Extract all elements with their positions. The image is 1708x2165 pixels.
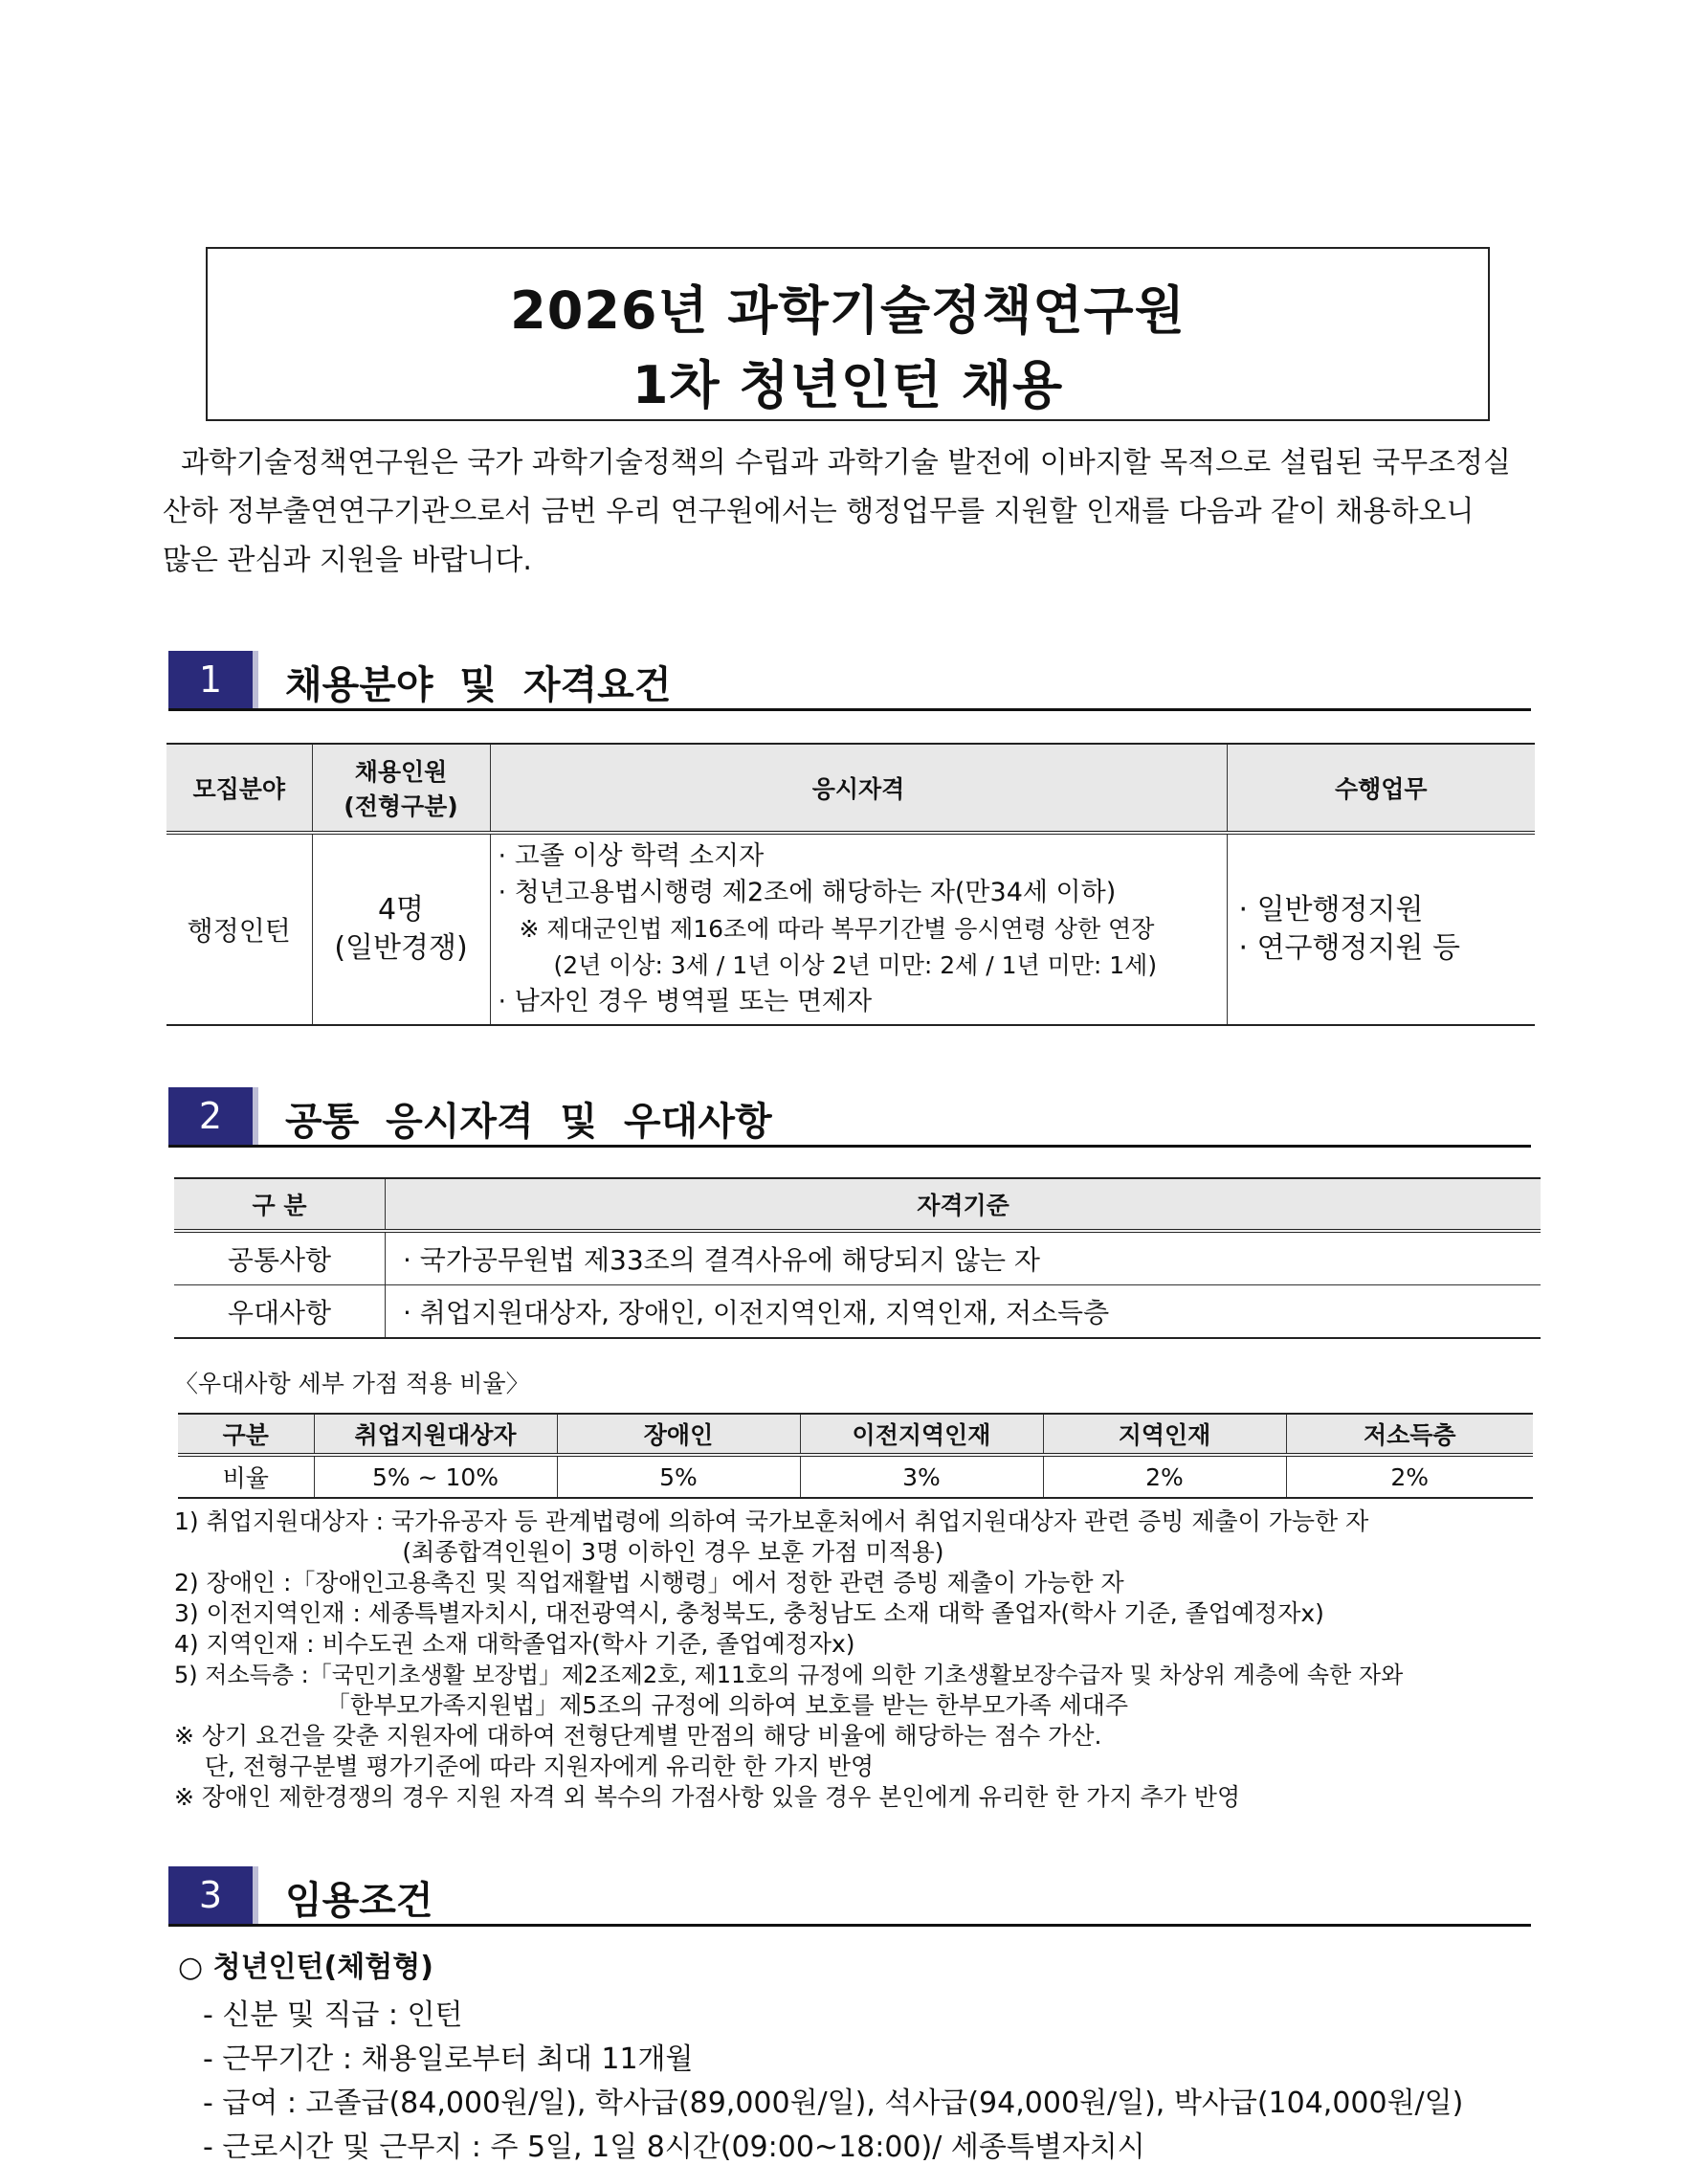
duty-item: · 일반행정지원: [1238, 893, 1424, 926]
duty-cell: [1227, 833, 1535, 1025]
section-title: 채용분야 및 자격요건: [285, 663, 672, 707]
note-line: ※ 장애인 제한경쟁의 경우 지원 자격 외 복수의 가점사항 있을 경우 본인에게 유리한 한 가지 추가 반영: [174, 1783, 1241, 1811]
recruitment-table: [166, 743, 1535, 1026]
pref-header: 지역인재: [1043, 1414, 1286, 1455]
pref-header: 저소득층: [1286, 1414, 1533, 1455]
header-count-line2: (전형구분): [344, 792, 458, 820]
preference-notes: [174, 1507, 1552, 1813]
qualification-cell: [490, 833, 1227, 1025]
title-box: [206, 247, 1490, 421]
note-line: 1) 취업지원대상자 : 국가유공자 등 관계법령에 의하여 국가보훈처에서 취업지원대상자 관련 증빙 제출이 가능한 자: [174, 1507, 1369, 1535]
field-cell: 행정인턴: [166, 833, 312, 1025]
note-line: (최종합격인원이 3명 이하인 경우 보훈 가점 미적용): [174, 1538, 944, 1566]
conditions-title: ○ 청년인턴(체험형): [178, 1951, 433, 1984]
count-type: (일반경쟁): [334, 931, 468, 965]
header-duty: 수행업무: [1227, 744, 1535, 833]
header-category: 구 분: [174, 1178, 386, 1231]
note-line: 3) 이전지역인재 : 세종특별자치시, 대전광역시, 충청북도, 충청남도 소재 대학 졸업자(학사 기준, 졸업예정자x): [174, 1599, 1324, 1627]
qual-item: · 고졸 이상 학력 소지자: [498, 841, 765, 871]
pref-cell: 3%: [800, 1455, 1043, 1498]
pref-cell: 2%: [1286, 1455, 1533, 1498]
preference-ratio-table: [178, 1413, 1533, 1499]
qual-note: ※ 제대군인법 제16조에 따라 복무기간별 응시연령 상한 연장: [519, 915, 1155, 943]
header-criteria: 자격기준: [386, 1178, 1542, 1231]
condition-item: - 근로시간 및 근무지 : 주 5일, 1일 8시간(09:00~18:00)/ 세종특별자치시: [203, 2131, 1145, 2164]
preference-caption: 〈우대사항 세부 가점 적용 비율〉: [174, 1370, 530, 1397]
section-header-1: [168, 651, 1531, 711]
pref-header: 장애인: [557, 1414, 800, 1455]
row-value: · 취업지원대상자, 장애인, 이전지역인재, 지역인재, 저소득층: [386, 1285, 1542, 1339]
row-label: 공통사항: [174, 1231, 386, 1285]
pref-cell: 5% ~ 10%: [314, 1455, 557, 1498]
duty-item: · 연구행정지원 등: [1238, 931, 1460, 965]
pref-header: 이전지역인재: [800, 1414, 1043, 1455]
qual-item: · 남자인 경우 병역필 또는 면제자: [498, 987, 873, 1016]
table-row: [174, 1285, 1541, 1339]
intro-line: 과학기술정책연구원은 국가 과학기술정책의 수립과 과학기술 발전에 이바지할 목적으로 설립된 국무조정실: [163, 446, 1511, 480]
header-count: [312, 744, 490, 833]
header-count-line1: 채용인원: [354, 758, 448, 786]
intro-line: 산하 정부출연연구기관으로서 금번 우리 연구원에서는 행정업무를 지원할 인재를 다음과 같이 채용하오니: [163, 495, 1475, 528]
count-value: 4명: [377, 893, 425, 926]
note-line: 5) 저소득층 :「국민기초생활 보장법」제2조제2호, 제11호의 규정에 의한 기초생활보장수급자 및 차상위 계층에 속한 자와: [174, 1662, 1404, 1688]
pref-cell: 2%: [1043, 1455, 1286, 1498]
table-row: [178, 1455, 1533, 1498]
pref-cell: 5%: [557, 1455, 800, 1498]
page-subtitle: 1차 청년인턴 채용: [632, 355, 1064, 415]
condition-item: - 신분 및 직급 : 인턴: [203, 1998, 463, 2032]
condition-item: - 근무기간 : 채용일로부터 최대 11개월: [203, 2042, 694, 2076]
header-field: 모집분야: [166, 744, 312, 833]
section-title: 공통 응시자격 및 우대사항: [285, 1100, 772, 1144]
pref-header: 구분: [178, 1414, 314, 1455]
note-line: 4) 지역인재 : 비수도권 소재 대학졸업자(학사 기준, 졸업예정자x): [174, 1630, 855, 1658]
note-line: 「한부모가족지원법」제5조의 규정에 의하여 보호를 받는 한부모가족 세대주: [174, 1691, 1129, 1719]
condition-item: - 급여 : 고졸급(84,000원/일), 학사급(89,000원/일), 석사급(94,000원/일), 박사급(104,000원/일): [203, 2087, 1464, 2120]
section-header-3: [168, 1866, 1531, 1927]
note-line: 단, 전형구분별 평가기준에 따라 지원자에게 유리한 한 가지 반영: [174, 1752, 875, 1780]
section-number: 3: [168, 1866, 258, 1924]
intro-line: 많은 관심과 지원을 바랍니다.: [163, 544, 532, 577]
pref-header: 취업지원대상자: [314, 1414, 557, 1455]
section-title: 임용조건: [285, 1879, 433, 1923]
row-value: · 국가공무원법 제33조의 결격사유에 해당되지 않는 자: [386, 1231, 1542, 1285]
section-number: 2: [168, 1087, 258, 1145]
row-label: 우대사항: [174, 1285, 386, 1339]
section-number: 1: [168, 651, 258, 708]
intro-paragraph: [163, 438, 1542, 585]
pref-cell: 비율: [178, 1455, 314, 1498]
page-title: 2026년 과학기술정책연구원: [510, 280, 1186, 341]
note-line: 2) 장애인 :「장애인고용촉진 및 직업재활법 시행령」에서 정한 관련 증빙 제출이 가능한 자: [174, 1569, 1124, 1596]
qual-note: (2년 이상: 3세 / 1년 이상 2년 미만: 2세 / 1년 미만: 1세): [553, 951, 1158, 979]
table-row: [174, 1231, 1541, 1285]
note-line: ※ 상기 요건을 갖춘 지원자에 대하여 전형단계별 만점의 해당 비율에 해당하는 점수 가산.: [174, 1722, 1102, 1750]
header-qualification: 응시자격: [490, 744, 1227, 833]
qual-item: · 청년고용법시행령 제2조에 해당하는 자(만34세 이하): [498, 878, 1117, 907]
count-cell: [312, 833, 490, 1025]
section-header-2: [168, 1087, 1531, 1148]
common-qualification-table: [174, 1177, 1541, 1339]
